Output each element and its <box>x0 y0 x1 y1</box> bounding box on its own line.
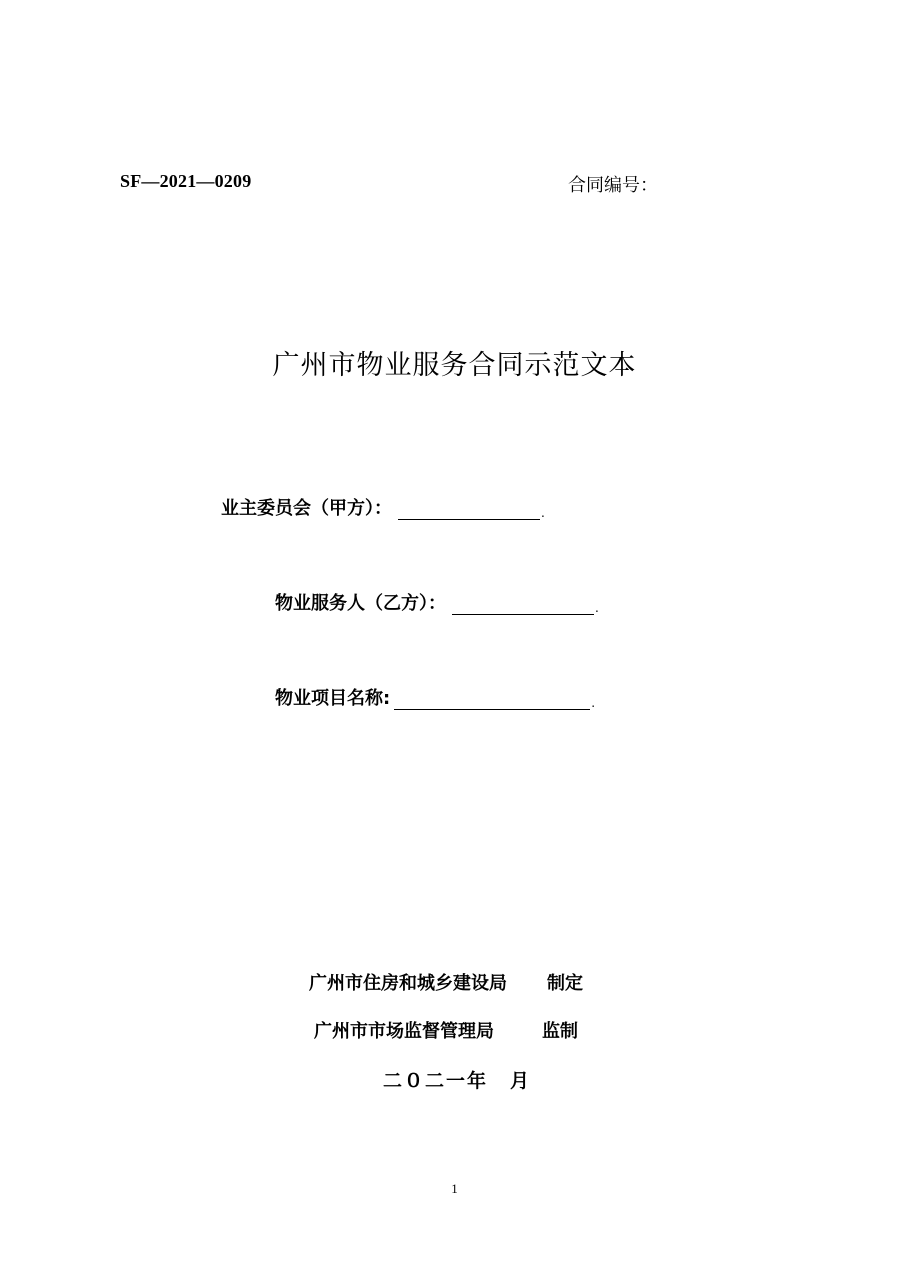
party-b-blank-line <box>452 596 594 615</box>
issuer-org: 广州市市场监督管理局 <box>314 1021 494 1042</box>
party-a-label: 业主委员会（甲方）： <box>221 498 392 519</box>
document-title: 广州市物业服务合同示范文本 <box>272 350 637 381</box>
issuer-role: 制定 <box>547 973 583 994</box>
project-name-blank-line <box>394 691 590 710</box>
issue-year: 二０二一年 <box>383 1070 489 1092</box>
party-a-field <box>221 494 545 520</box>
party-b-field <box>275 589 599 615</box>
party-a-dot: . <box>541 506 545 520</box>
project-name-dot: . <box>591 696 596 710</box>
project-name-label: 物业项目名称: <box>275 688 391 709</box>
party-b-label: 物业服务人（乙方）： <box>275 593 446 614</box>
issuer-line-supervised <box>314 1017 578 1043</box>
issuer-org: 广州市住房和城乡建设局 <box>309 973 507 994</box>
issue-month: 月 <box>510 1070 532 1092</box>
party-b-dot: . <box>595 601 599 615</box>
contract-number-label: 合同编号： <box>568 175 658 196</box>
issuer-line-drafted <box>309 969 583 995</box>
project-name-field <box>275 684 595 710</box>
page-number: 1 <box>451 1181 458 1196</box>
issuer-role: 监制 <box>542 1021 578 1042</box>
issue-date <box>383 1066 531 1093</box>
party-a-blank-line <box>398 501 540 520</box>
document-code: SF—2021—0209 <box>120 171 252 191</box>
